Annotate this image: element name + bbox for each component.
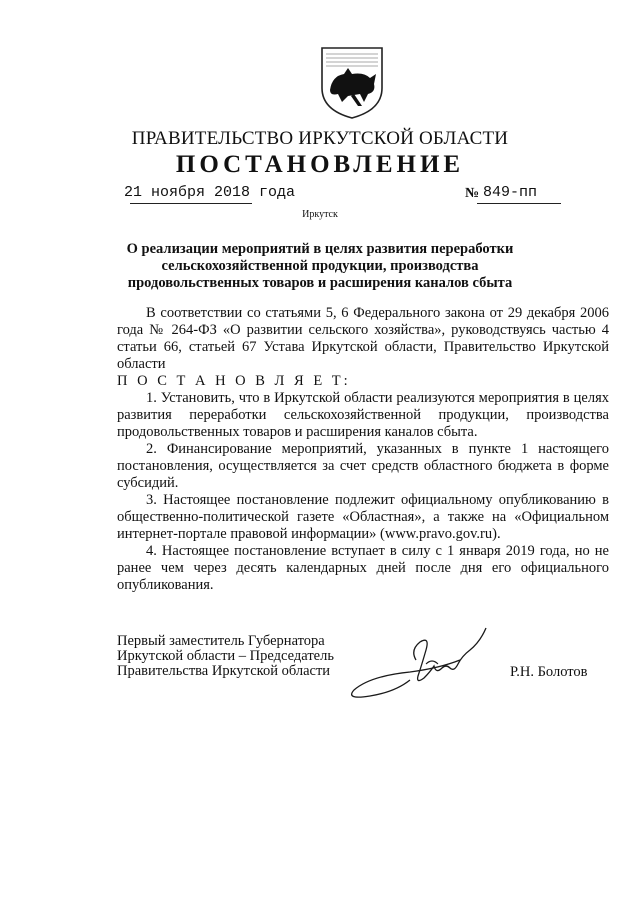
date-underline (130, 203, 252, 204)
document-title: О реализации мероприятий в целях развития переработки сельскохозяйственной продукции, производства продовольственных товаров и расширения каналов сбыта (126, 241, 514, 291)
signatory-position-line: Правительства Иркутской области (117, 663, 331, 679)
signatory-name: Р.Н. Болотов (510, 664, 588, 680)
decree-item-2: 2. Финансирование мероприятий, указанных в пункте 1 настоящего постановления, осуществляется за счет средств областного бюджета в форме субсидий. (117, 441, 609, 491)
coat-of-arms-icon (318, 44, 386, 120)
document-number: 849-пп (483, 184, 538, 201)
signatory-position (117, 634, 334, 679)
number-sign: № (465, 186, 480, 201)
document-date: 21 ноября 2018 года (124, 184, 296, 201)
document-city: Иркутск (302, 209, 338, 220)
decree-item-1: 1. Установить, что в Иркутской области реализуются мероприятия в целях развития переработки сельскохозяйственной продукции, производства продовольственных товаров и расширения каналов сбыта. (117, 390, 609, 440)
number-underline (477, 203, 561, 204)
decree-item-3: 3. Настоящее постановление подлежит официальному опубликованию в общественно-политической газете «Областная», а также на «Официальном интернет-портале правовой информации» (www.pravo.gov.ru). (117, 492, 609, 542)
signatory-position-line: Первый заместитель Губернатора (117, 633, 325, 649)
decree-word: П О С Т А Н О В Л Я Е Т: (117, 373, 351, 389)
decree-item-4: 4. Настоящее постановление вступает в силу с 1 января 2019 года, но не ранее чем через десять календарных дней после дня его официального опубликования. (117, 543, 609, 593)
government-name: ПРАВИТЕЛЬСТВО ИРКУТСКОЙ ОБЛАСТИ (131, 128, 509, 149)
handwritten-signature (340, 620, 510, 710)
document-body (117, 305, 609, 594)
document-type: ПОСТАНОВЛЕНИЕ (175, 151, 465, 178)
signatory-position-line: Иркутской области – Председатель (117, 648, 334, 664)
preamble: В соответствии со статьями 5, 6 Федерального закона от 29 декабря 2006 года № 264-ФЗ «О развитии сельского хозяйства», руководствуясь частью 4 статьи 66, статьей 67 Устава Иркутской области, Правительство Иркутской области (117, 305, 609, 372)
